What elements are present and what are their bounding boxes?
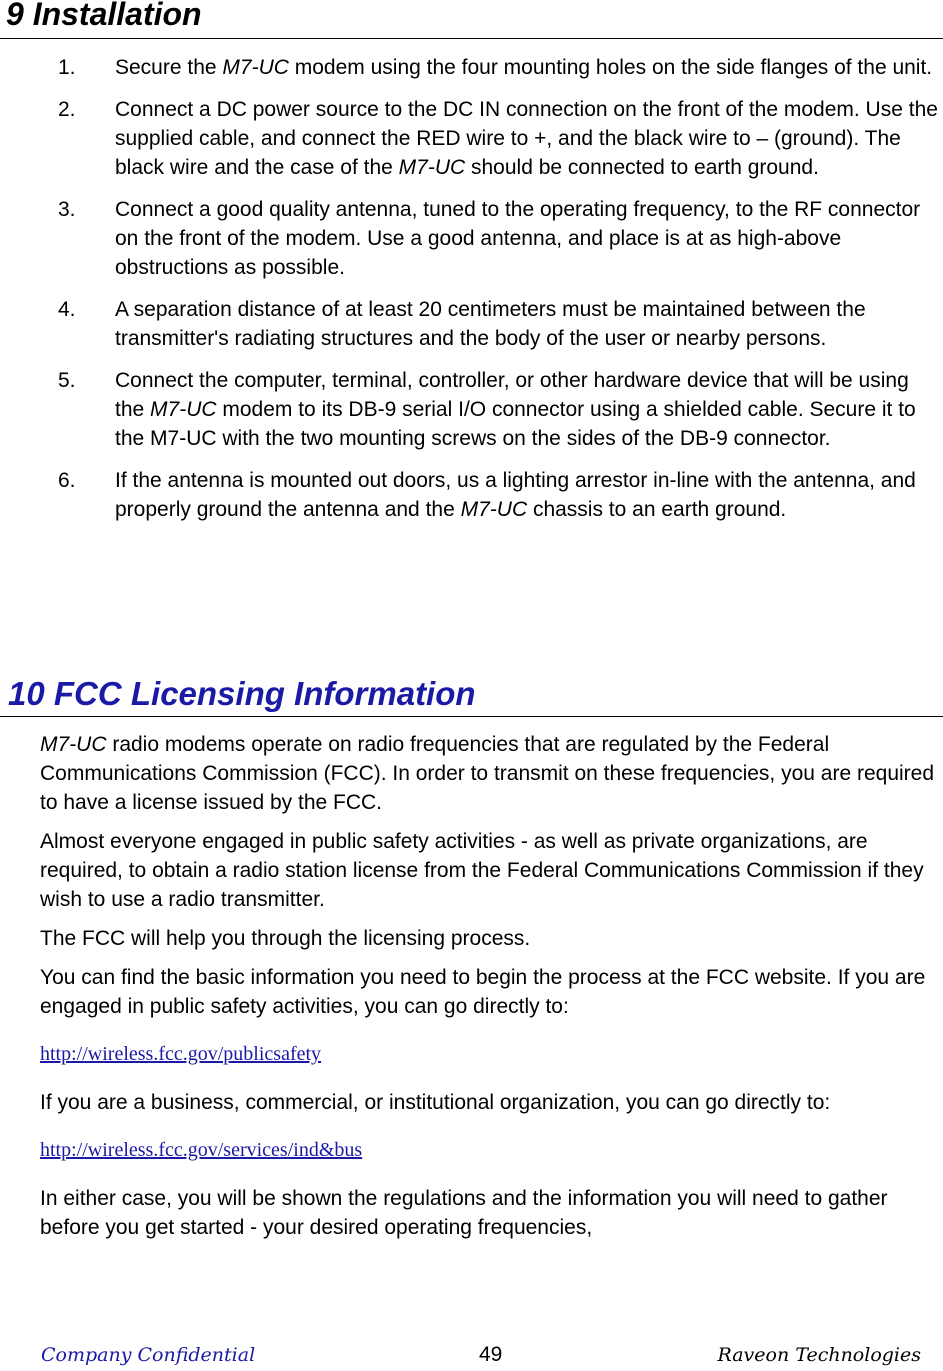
list-item: [58, 295, 943, 353]
business-link[interactable]: http://wireless.fcc.gov/services/ind&bus: [40, 1139, 363, 1161]
page-footer: [0, 1340, 943, 1370]
product-name: M7-UC: [398, 156, 466, 179]
paragraph: You can find the basic information you need to begin the process at the FCC website. If you are engaged in public safety activities, you can go directly to:: [40, 966, 926, 1018]
paragraph: If you are a business, commercial, or institutional organization, you can go directly to:: [40, 1091, 831, 1114]
page-number: 49: [479, 1343, 503, 1366]
footer-company: Raveon Technologies: [717, 1344, 921, 1366]
paragraph: M7-UC radio modems operate on radio frequencies that are regulated by the Federal Communications Commission (FCC). In order to transmit on these frequencies, you are required to have a license issued by the FCC.: [40, 733, 935, 814]
list-item: [58, 95, 943, 182]
paragraph: Almost everyone engaged in public safety activities - as well as private organizations, are required, to obtain a radio station license from the Federal Communications Commission if they wish to use a radio transmitter.: [40, 830, 924, 911]
product-name: M7-UC: [150, 398, 217, 421]
step-text: A separation distance of at least 20 centimeters must be maintained between the transmitter's radiating structures and the body of the user or nearby persons.: [115, 298, 866, 350]
step-number: 2.: [58, 98, 76, 121]
product-name: M7-UC: [222, 56, 289, 79]
paragraph: In either case, you will be shown the regulations and the information you will need to gather before you get started - your desired operating frequencies,: [40, 1187, 888, 1239]
list-item: [58, 195, 943, 282]
step-text: Secure the M7-UC modem using the four mounting holes on the side flanges of the unit.: [115, 56, 933, 79]
list-item: [58, 366, 943, 453]
step-number: 5.: [58, 369, 76, 392]
list-item: [58, 53, 943, 82]
step-number: 4.: [58, 298, 76, 321]
list-item: [58, 466, 943, 524]
installation-steps: [58, 53, 943, 537]
product-name: M7-UC: [460, 498, 528, 521]
product-name: M7-UC: [40, 733, 107, 756]
step-number: 3.: [58, 198, 76, 221]
step-text: Connect a DC power source to the DC IN connection on the front of the modem. Use the supplied cable, and connect the RED wire to +, and the black wire to – (ground). The black wire and the case of the M7-UC should be connected to earth ground.: [115, 98, 938, 179]
step-text: Connect a good quality antenna, tuned to the operating frequency, to the RF connector on the front of the modem. Use a good antenna, and place is at as high-above obstructions as possible.: [115, 198, 921, 279]
step-text: Connect the computer, terminal, controller, or other hardware device that will be using the M7-UC modem to its DB-9 serial I/O connector using a shielded cable. Secure it to the M7-UC with the two mounting screws on the sides of the DB-9 connector.: [115, 369, 916, 450]
section-heading-installation: 9 Installation: [0, 0, 943, 39]
paragraph: The FCC will help you through the licensing process.: [40, 927, 531, 950]
fcc-licensing-body: [40, 730, 940, 1252]
step-number: 6.: [58, 469, 76, 492]
footer-confidential: Company Confidential: [41, 1344, 256, 1366]
public-safety-link[interactable]: http://wireless.fcc.gov/publicsafety: [40, 1043, 322, 1065]
section-heading-fcc-licensing: 10 FCC Licensing Information: [0, 672, 943, 717]
step-number: 1.: [58, 56, 76, 79]
step-text: If the antenna is mounted out doors, us a lighting arrestor in-line with the antenna, and properly ground the antenna and the M7-UC chassis to an earth ground.: [115, 469, 916, 521]
